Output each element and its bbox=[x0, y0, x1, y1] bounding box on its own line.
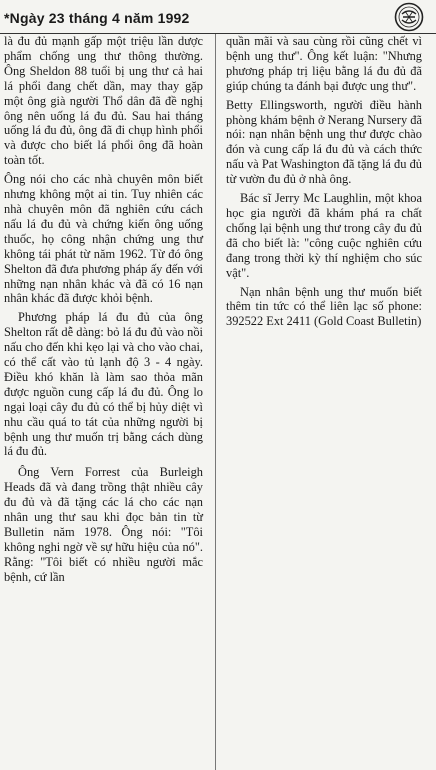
paragraph: là đu đủ mạnh gấp một triệu lần dược phẩm chống ung thư thông thường. Ông Sheldon 88 tuổi bị ung thư cả hai lá phổi đang chết dần, may thay gặp một ông già người Thổ dân đã đề nghị ông nên uống lá đu đủ. Sau hai tháng uống lá đu đủ, ông đã đi chụp hình phổi và được cho biết lá phổi ông đã hoàn toàn tốt. bbox=[4, 34, 203, 168]
paragraph: Ông Vern Forrest của Burleigh Heads đã và đang trồng thật nhiều cây đu đủ và đã tặng các lá cho các nạn nhân ung thư sau khi đọc bản tin từ Bulletin năm 1978. Ông nói: "Tôi không nghi ngờ về sự hữu hiệu của nó". Rằng: "Tôi biết có nhiều người mắc bệnh, cứ lần bbox=[4, 465, 203, 584]
paragraph: Nạn nhân bệnh ung thư muốn biết thêm tin tức có thể liên lạc số phone: 392522 Ext 2411 (Gold Coast Bulletin) bbox=[226, 284, 422, 329]
newspaper-emblem-icon bbox=[394, 2, 424, 32]
paragraph: Bác sĩ Jerry Mc Laughlin, một khoa học gia người đã khám phá ra chất chống lại bệnh ung thư trong cây đu đủ đã cho biết là: "công cuộc nghiên cứu đang trong thời kỳ thí nghiệm cho súc vật". bbox=[226, 191, 422, 280]
article-column-right bbox=[226, 34, 422, 329]
paragraph: quần mãi và sau cùng rồi cũng chết vì bệnh ung thư". Ông kết luận: "Nhưng phương pháp trị liệu bằng lá đu đủ đã giúp chúng ta đánh bại được ung thư". bbox=[226, 34, 422, 93]
article-column-left bbox=[4, 34, 203, 585]
publication-date: *Ngày 23 tháng 4 năm 1992 bbox=[4, 10, 190, 26]
paragraph: Betty Ellingsworth, người điều hành phòng khám bệnh ở Nerang Nursery đã nói: nạn nhân bệnh ung thư được chào đón và cung cấp lá đu đủ và cách thức nấu và Pat Washington đã tặng lá đu đủ từ vườn đu đủ ở nhà ông. bbox=[226, 97, 422, 187]
paragraph: Ông nói cho các nhà chuyên môn biết nhưng không một ai tin. Tuy nhiên các nhà chuyên môn đã nghiên cứu cách nấu lá đu đủ và chứng kiến ông uống thuốc, họ công nhận chứng ung thư không tái phát từ năm 1962. Từ đó ông Shelton đã đưa phương pháp ấy đến với những nạn nhân khác và đã có 16 nạn nhân khác đã được khỏi bệnh. bbox=[4, 172, 203, 306]
column-divider bbox=[215, 34, 216, 770]
paragraph: Phương pháp lá đu đủ của ông Shelton rất dễ dàng: bỏ lá đu đủ vào nồi nấu cho đến khi kẹo lại và cho vào chai, có thể cất vào tủ lạnh độ 3 - 4 ngày. Điều khó khăn là làm sao thỏa mãn được nguồn cung cấp lá đu đủ. Ông lo ngại loại cây đu đủ có thể bị hủy diệt vì nhu cầu quá to tát của những người bị bệnh ung thư muốn trị bằng cách dùng lá đu đủ. bbox=[4, 310, 203, 459]
